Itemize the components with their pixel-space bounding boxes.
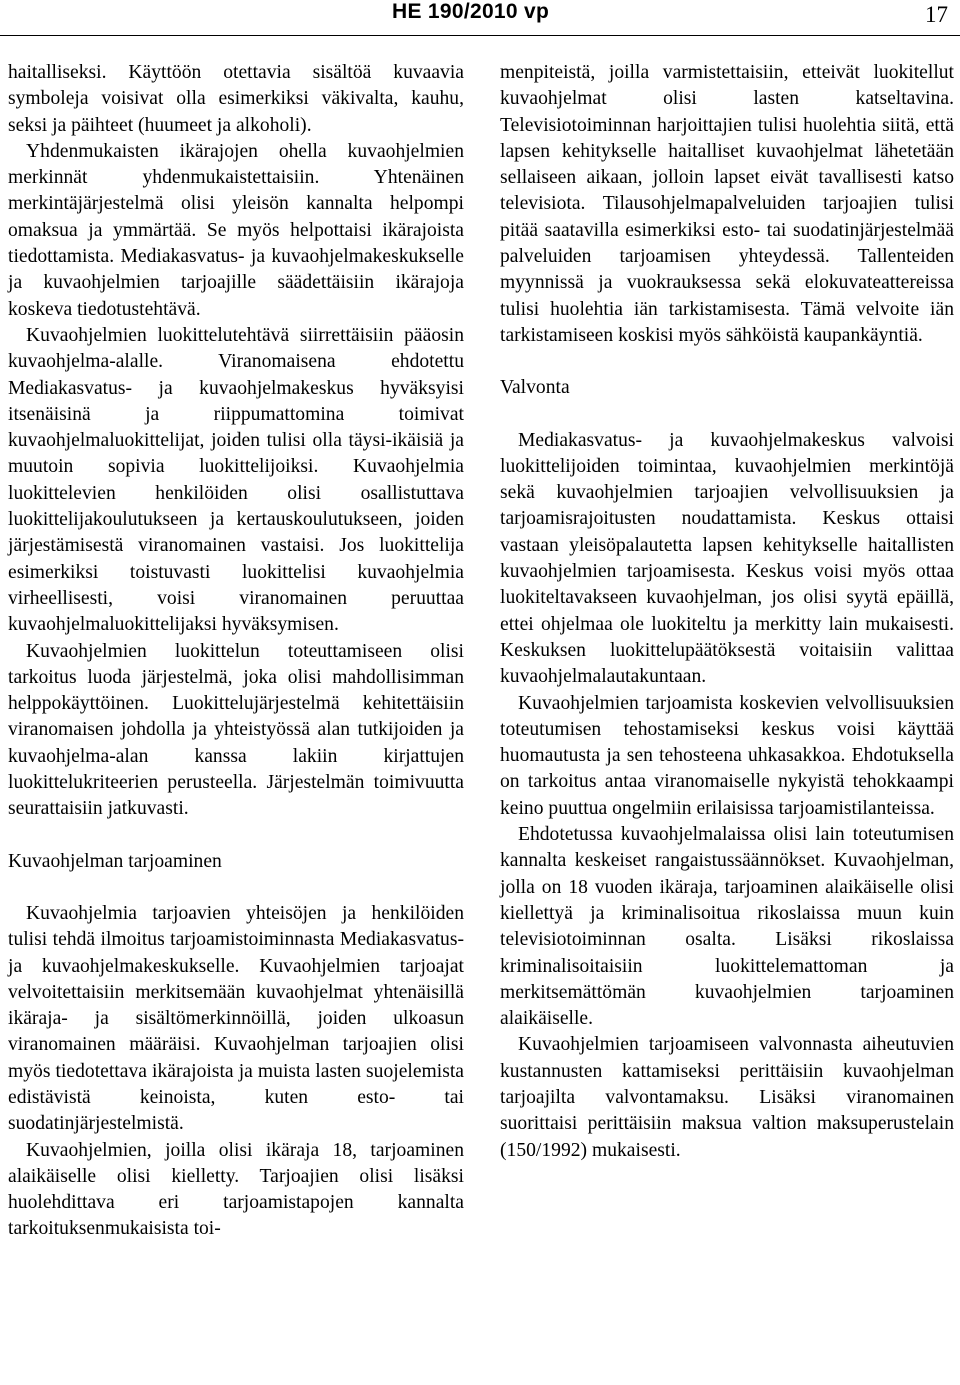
section-heading: Kuvaohjelman tarjoaminen [8, 850, 222, 872]
paragraph: haitalliseksi. Käyttöön otettavia sisältöä kuvaavia symboleja voisivat olla esimerkiksi väkivalta, kauhu, seksi ja päihteet (huumeet ja alkoholi). [8, 62, 464, 136]
paragraph: Kuvaohjelmien luokittelutehtävä siirrettäisiin pääosin kuvaohjelma-alalle. Viranomaisena ehdotettu Mediakasvatus- ja kuvaohjelmakeskus hyväksyisi itsenäisinä ja riippumattomina toimivat kuvaohjelmaluokittelijat, joiden tulisi olla täysi-ikäisiä ja muutoin sopivia luokittelijoiksi. Kuvaohjelmia luokittelevien henkilöiden olisi osallistuttava luokittelijakoulutukseen ja kertauskoulutukseen, joiden järjestämisestä viranomainen vastaisi. Jos luokittelija esimerkiksi toistuvasti luokittelisi kuvaohjelmia virheellisesti, voisi viranomainen peruuttaa kuvaohjelmaluokittelijaksi hyväksymisen. [8, 324, 464, 636]
right-column [500, 60, 954, 1164]
page-header [0, 0, 960, 34]
paragraph: menpiteistä, joilla varmistettaisiin, etteivät luokitellut kuvaohjelmat olisi lasten katseltavina. Televisiotoiminnan harjoittajien tulisi huolehtia siitä, että lapsen kehitykselle haitalliset kuvaohjelmat lähetetään sellaiseen aikaan, jolloin lapset eivät tavallisesti katso televisiota. Tilausohjelmapalveluiden tarjoajien tulisi pitää saatavilla esimerkiksi esto- tai suodatinjärjestelmää palveluiden tarjoamisen yhteydessä. Tallenteiden myynnissä ja vuokrauksessa sekä elokuvateattereissa tulisi huolehtia iän tarkistamisesta. Tämä velvoite iän tarkistamiseen koskisi myös sähköistä kaupankäyntiä. [500, 62, 954, 346]
paragraph: Mediakasvatus- ja kuvaohjelmakeskus valvoisi luokittelijoiden toimintaa, kuvaohjelmien merkintöjä sekä kuvaohjelmien tarjoajien velvollisuuksien ja tarjoamisrajoitusten noudattamista. Keskus ottaisi vastaan yleisöpalautetta lapsen kehitykselle haitallisten kuvaohjelmien tarjoamisesta. Keskus voisi myös ottaa luokiteltavakseen kuvaohjelman, jos olisi syytä epäillä, ettei ohjelmaa ole luokiteltu ja merkitty lain mukaisesti. Keskuksen luokittelupäätöksestä voitaisiin valittaa kuvaohjelmalautakuntaan. [500, 429, 954, 688]
paragraph: Kuvaohjelmien luokittelun toteuttamiseen olisi tarkoitus luoda järjestelmä, joka olisi mahdollisimman helppokäyttöinen. Luokittelujärjestelmä kehitettäisiin viranomaisen johdolla ja yhteistyössä alan tutkijoiden ja kuvaohjelma-alan kanssa lakiin kirjattujen luokittelukriteerien perusteella. Järjestelmän toimivuutta seurattaisiin jatkuvasti. [8, 640, 464, 820]
paragraph: Kuvaohjelmien, joilla olisi ikäraja 18, tarjoaminen alaikäiselle olisi kielletty. Tarjoajien olisi lisäksi huolehdittava eri tarjoamistapojen kannalta tarkoituksenmukaisista toi- [8, 1139, 464, 1240]
paragraph: Kuvaohjelmien tarjoamiseen valvonnasta aiheutuvien kustannusten kattamiseksi perittäisiin kuvaohjelman tarjoajilta valvontamaksu. Lisäksi viranomainen suorittaisi perittäisiin maksua valtion maksuperustelain (150/1992) mukaisesti. [500, 1034, 954, 1161]
header-divider [0, 35, 960, 36]
paragraph: Yhdenmukaisten ikärajojen ohella kuvaohjelmien merkinnät yhdenmukaistettaisiin. Yhtenäinen merkintäjärjestelmä olisi yleisön kannalta helpompi omaksua ja ymmärtää. Se myös helpottaisi ikärajoista tiedottamista. Mediakasvatus- ja kuvaohjelmakeskukselle ja kuvaohjelmien tarjoajille säädettäisiin ikärajoja koskeva tiedotustehtävä. [8, 140, 464, 320]
paragraph: Kuvaohjelmien tarjoamista koskevien velvollisuuksien toteutumisen tehostamiseksi keskus voisi käyttää huomautusta ja sen tehosteena uhkasakkoa. Ehdotuksella on tarkoitus antaa viranomaiselle nykyistä tehokkaampi keino puuttua ongelmiin erilaisissa tarjoamistilanteissa. [500, 692, 954, 819]
page-number: 17 [925, 2, 948, 27]
document-id: HE 190/2010 vp [392, 0, 550, 23]
left-column [8, 60, 464, 1243]
paragraph: Kuvaohjelmia tarjoavien yhteisöjen ja henkilöiden tulisi tehdä ilmoitus tarjoamistoiminnasta Mediakasvatus- ja kuvaohjelmakeskukselle. Kuvaohjelmien tarjoajat velvoitettaisiin merkitsemään kuvaohjelmat yhtenäisillä ikäraja- ja sisältömerkinnöillä, joiden ulkoasun viranomainen määräisi. Kuvaohjelman tarjoajien olisi myös tiedotettava ikärajoista ja muista lasten suojelemista edistävistä keinoista, kuten esto- tai suodatinjärjestelmistä. [8, 902, 464, 1135]
paragraph: Ehdotetussa kuvaohjelmalaissa olisi lain toteutumisen kannalta keskeiset rangaistussäännökset. Kuvaohjelman, jolla on 18 vuoden ikäraja, tarjoaminen alaikäiselle olisi kiellettyä ja kriminalisoitua rikoslaissa muun kuin televisiotoiminnan osalta. Lisäksi rikoslaissa kriminalisoitaisiin luokittelemattoman ja merkitsemättömän kuvaohjelmien tarjoaminen alaikäiselle. [500, 824, 954, 1030]
section-heading: Valvonta [500, 377, 570, 399]
